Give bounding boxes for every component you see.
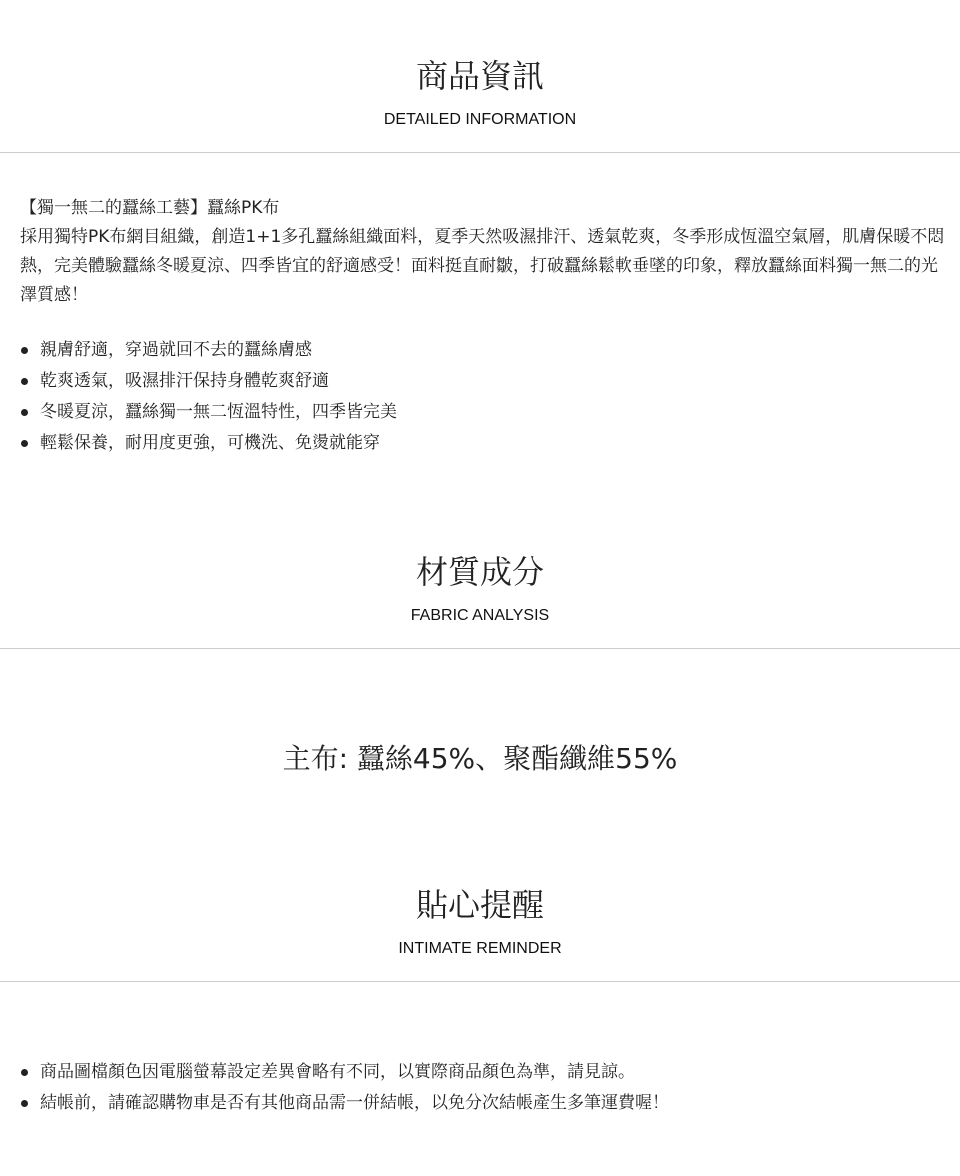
detailed-info-subtitle: DETAILED INFORMATION (383, 111, 577, 128)
reminder-item: 結帳前，請確認購物車是否有其他商品需一併結帳，以免分次結帳產生多筆運費喔！ (20, 1088, 945, 1119)
feature-item: 輕鬆保養，耐用度更強，可機洗、免燙就能穿 (20, 428, 945, 459)
detailed-info-title: 商品資訊 (415, 57, 544, 95)
intimate-reminder-subtitle: INTIMATE REMINDER (398, 940, 562, 957)
feature-item: 親膚舒適，穿過就回不去的蠶絲膚感 (20, 335, 945, 366)
intimate-reminder-divider (0, 981, 960, 982)
reminder-item: 商品圖檔顏色因電腦螢幕設定差異會略有不同，以實際商品顏色為準，請見諒。 (20, 1057, 945, 1088)
fabric-analysis-header (0, 552, 960, 626)
detailed-info-divider (0, 152, 960, 153)
intimate-reminder-header (0, 885, 960, 959)
feature-item: 乾爽透氣，吸濕排汗保持身體乾爽舒適 (20, 366, 945, 397)
detailed-info-header (0, 56, 960, 130)
feature-item: 冬暖夏涼，蠶絲獨一無二恆溫特性，四季皆完美 (20, 397, 945, 428)
fabric-analysis-divider (0, 648, 960, 649)
product-headline: 【獨一無二的蠶絲工藝】蠶絲PK布 (20, 198, 280, 218)
intimate-reminder-title: 貼心提醒 (415, 886, 544, 924)
fabric-composition: 主布: 蠶絲45%、聚酯纖維55% (282, 742, 678, 775)
reminder-list (20, 1057, 945, 1119)
product-description: 採用獨特PK布網目組織，創造1+1多孔蠶絲組織面料，夏季天然吸濕排汗、透氣乾爽，冬季形成恆溫空氣層，肌膚保暖不悶熱，完美體驗蠶絲冬暖夏涼、四季皆宜的舒適感受！面料挺直耐皺，打破蠶絲鬆軟垂墜的印象，釋放蠶絲面料獨一無二的光澤質感！ (20, 227, 945, 305)
feature-list (20, 335, 945, 459)
detailed-info-body (20, 194, 945, 310)
fabric-analysis-title: 材質成分 (415, 553, 544, 591)
fabric-analysis-subtitle: FABRIC ANALYSIS (410, 607, 550, 624)
